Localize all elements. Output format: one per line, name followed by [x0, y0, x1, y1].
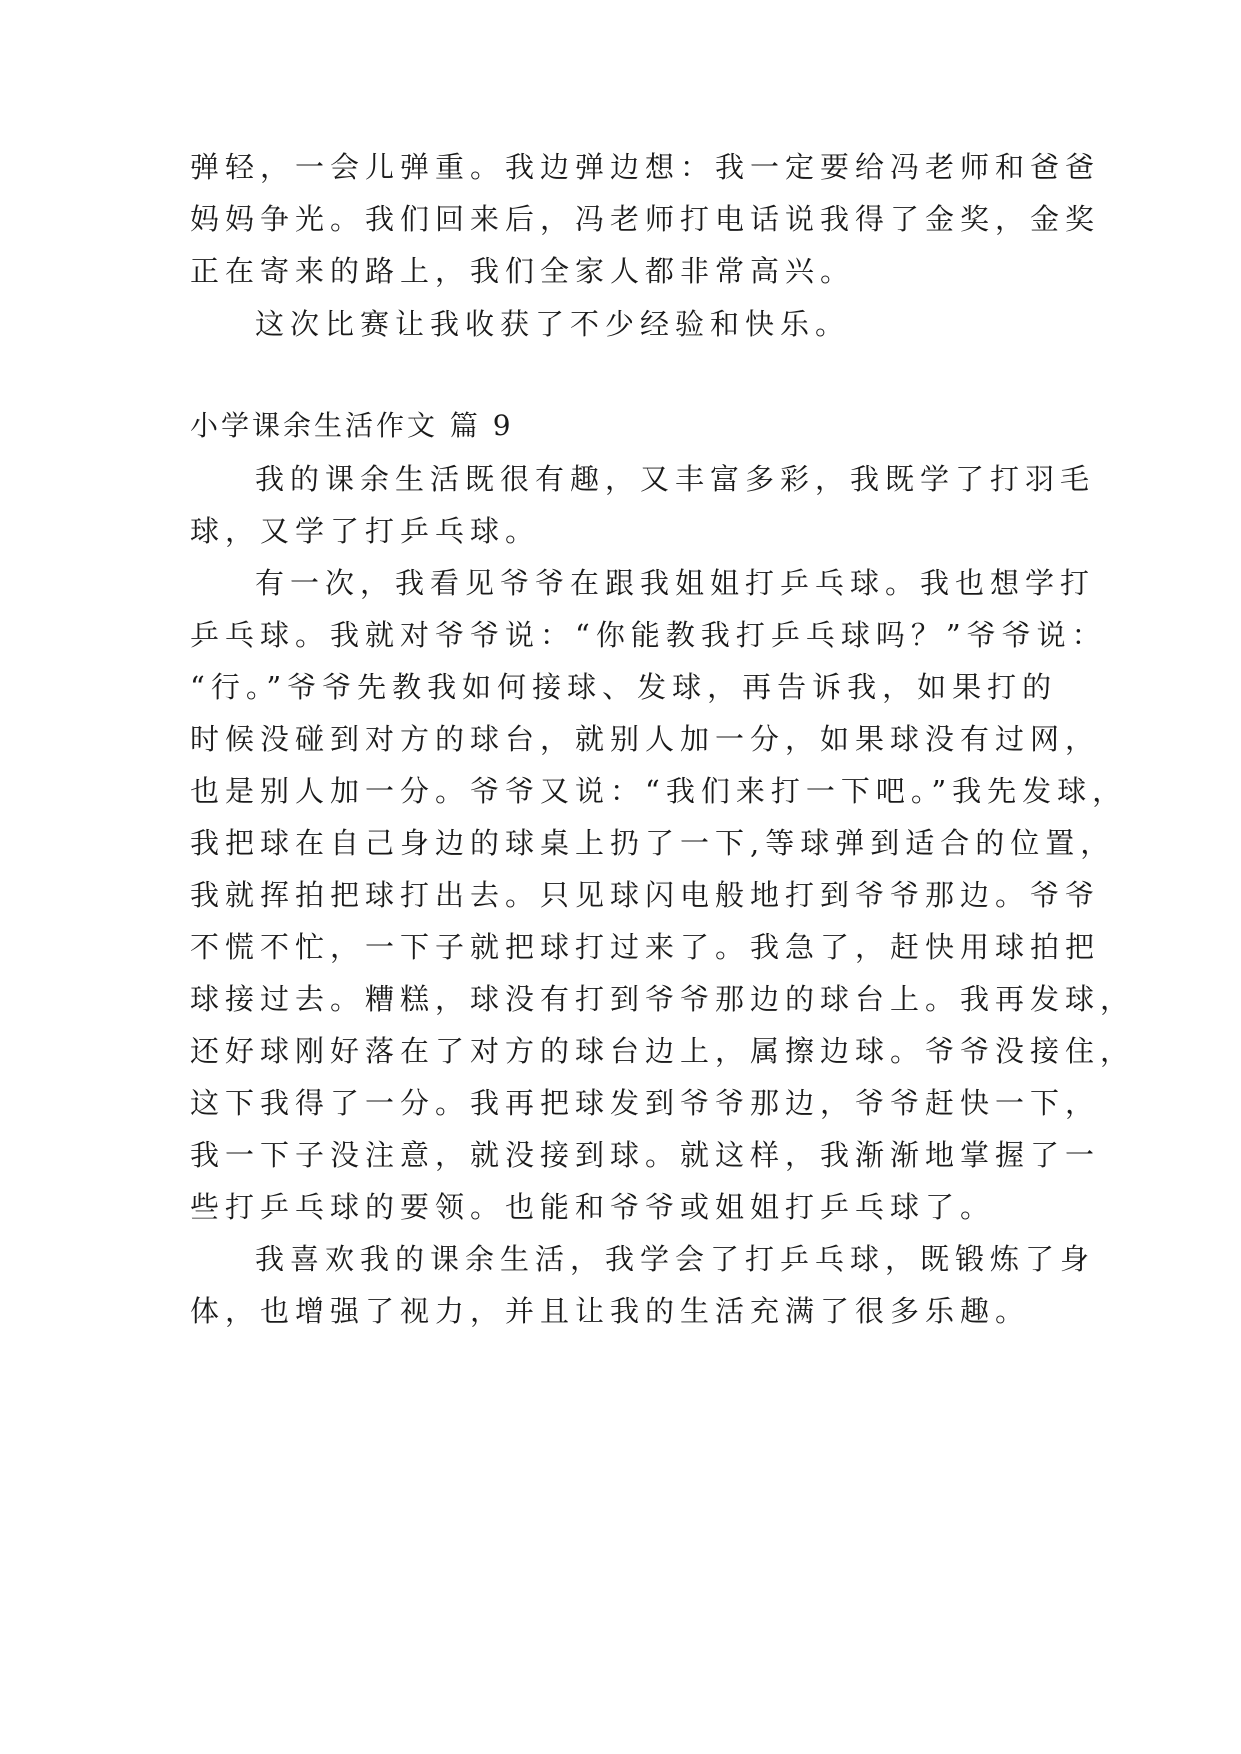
closing-sentence: 这次比赛让我收获了不少经验和快乐。: [255, 307, 851, 341]
text-line: 也是别人加一分。爷爷又说：“我们来打一下吧。”我先发球，: [190, 774, 1128, 808]
text-line: 不慌不忙，一下子就把球打过来了。我急了，赶快用球拍把: [190, 930, 1101, 964]
text-line: 球接过去。糟糕，球没有打到爷爷那边的球台上。我再发球，: [190, 982, 1136, 1016]
text-line: 我喜欢我的课余生活，我学会了打乒乓球，既锻炼了身: [255, 1242, 1096, 1276]
text-line: 体，也增强了视力，并且让我的生活充满了很多乐趣。: [190, 1294, 1031, 1328]
text-line: 弹轻，一会儿弹重。我边弹边想：我一定要给冯老师和爸爸: [190, 150, 1101, 184]
text-line: 妈妈争光。我们回来后，冯老师打电话说我得了金奖，金奖: [190, 202, 1101, 236]
text-line: 时候没碰到对方的球台，就别人加一分，如果球没有过网，: [190, 722, 1101, 756]
text-line: 我的课余生活既很有趣，又丰富多彩，我既学了打羽毛: [255, 462, 1096, 496]
essay-title: 小学课余生活作文 篇 9: [190, 409, 514, 442]
text-line: 这下我得了一分。我再把球发到爷爷那边，爷爷赶快一下，: [190, 1086, 1101, 1120]
text-line: 有一次，我看见爷爷在跟我姐姐打乒乓球。我也想学打: [255, 566, 1096, 600]
text-line: 我就挥拍把球打出去。只见球闪电般地打到爷爷那边。爷爷: [190, 878, 1101, 912]
text-line: 球，又学了打乒乓球。: [190, 514, 541, 548]
text-line: 我一下子没注意，就没接到球。就这样，我渐渐地掌握了一: [190, 1138, 1101, 1172]
text-line: “行。”爷爷先教我如何接球、发球，再告诉我，如果打的: [190, 670, 1058, 704]
text-line: 乒乓球。我就对爷爷说：“你能教我打乒乓球吗？”爷爷说：: [190, 618, 1107, 652]
text-line: 我把球在自己身边的球桌上扔了一下,等球弹到适合的位置，: [190, 826, 1116, 860]
text-line: 正在寄来的路上，我们全家人都非常高兴。: [190, 254, 856, 288]
text-line: 还好球刚好落在了对方的球台边上，属擦边球。爷爷没接住，: [190, 1034, 1136, 1068]
text-line: 些打乒乓球的要领。也能和爷爷或姐姐打乒乓球了。: [190, 1190, 996, 1224]
